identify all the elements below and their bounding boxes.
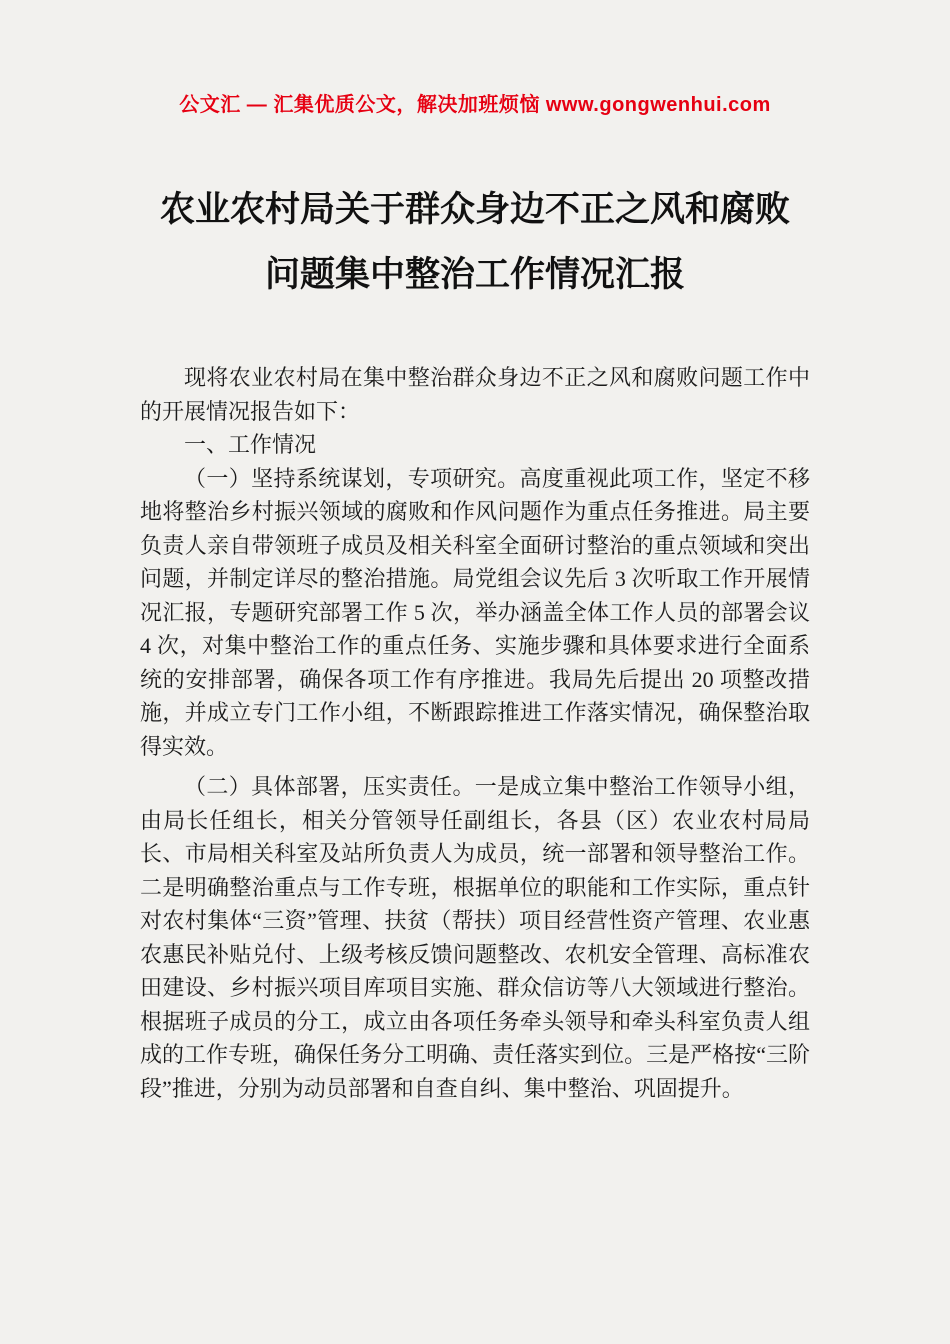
paragraph-item-two: （二）具体部署，压实责任。一是成立集中整治工作领导小组，由局长任组长，相关分管领导任副组长，各县（区）农业农村局局长、市局相关科室及站所负责人为成员，统一部署和领导整治工作。二是明确整治重点与工作专班，根据单位的职能和工作实际，重点针对农村集体“三资”管理、扶贫（帮扶）项目经营性资产管理、农业惠农惠民补贴兑付、上级考核反馈问题整改、农机安全管理、高标准农田建设、乡村振兴项目库项目实施、群众信访等八大领域进行整治。根据班子成员的分工，成立由各项任务牵头领导和牵头科室负责人组成的工作专班，确保任务分工明确、责任落实到位。三是严格按“三阶段”推进，分别为动员部署和自查自纠、集中整治、巩固提升。 <box>140 774 810 1101</box>
paragraph-intro: 现将农业农村局在集中整治群众身边不正之风和腐败问题工作中的开展情况报告如下： <box>140 365 810 424</box>
paragraph-item-one: （一）坚持系统谋划，专项研究。高度重视此项工作，坚定不移地将整治乡村振兴领域的腐败和作风问题作为重点任务推进。局主要负责人亲自带领班子成员及相关科室全面研讨整治的重点领域和突出问题，并制定详尽的整治措施。局党组会议先后 3 次听取工作开展情况汇报，专题研究部署工作 5 次，举办涵盖全体工作人员的部署会议 4 次，对集中整治工作的重点任务、实施步骤和具体要求进行全面系统的安排部署，确保各项工作有序推进。我局先后提出 20 项整改措施，并成立专门工作小组，不断跟踪推进工作落实情况，确保整治取得实效。 <box>140 465 810 759</box>
paragraph-section-heading: 一、工作情况 <box>184 432 317 457</box>
document-content <box>140 361 810 1105</box>
site-banner: 公文汇 — 汇集优质公文，解决加班烦恼 www.gongwenhui.com <box>179 94 771 116</box>
document-title <box>140 177 810 307</box>
document-title-line-1: 农业农村局关于群众身边不正之风和腐败 <box>159 190 790 229</box>
document-title-line-2: 问题集中整治工作情况汇报 <box>264 255 685 294</box>
document-body <box>140 177 810 1105</box>
